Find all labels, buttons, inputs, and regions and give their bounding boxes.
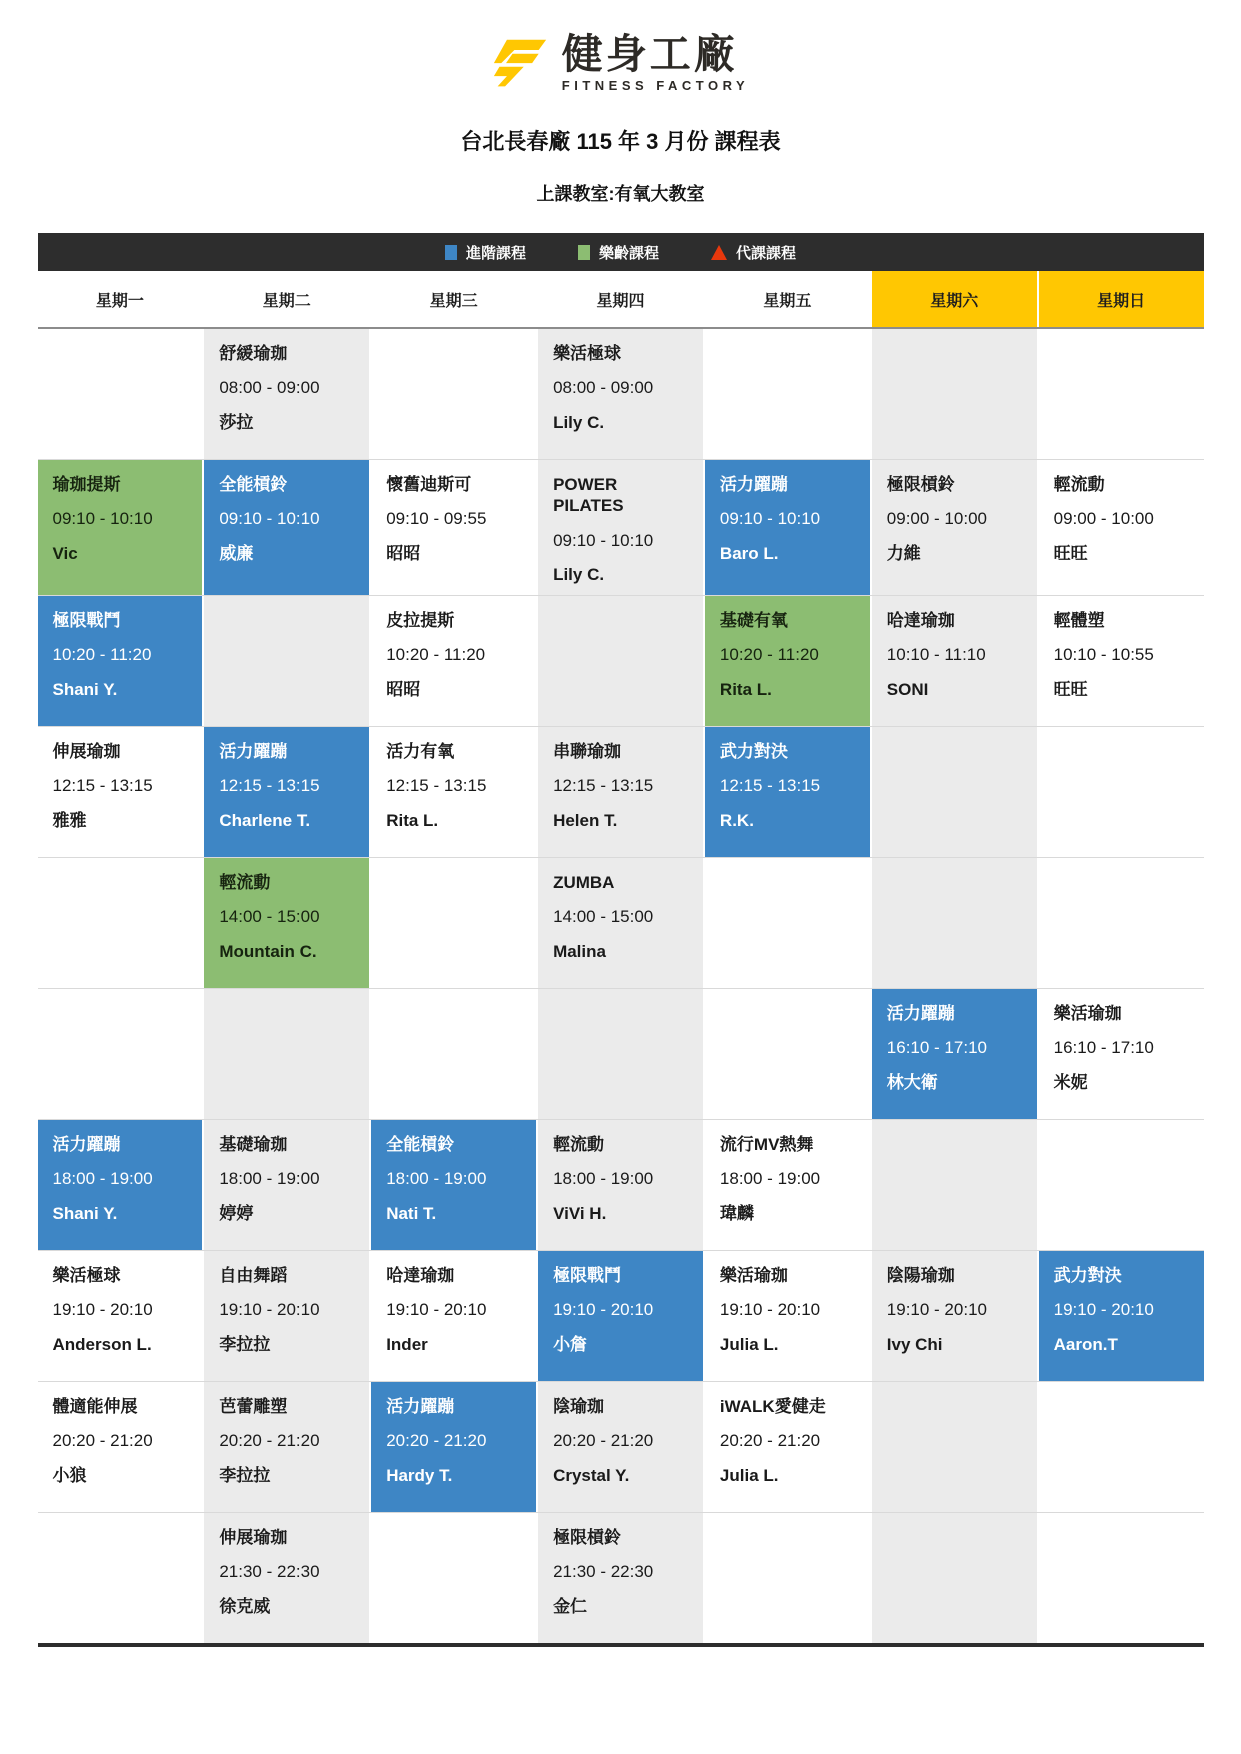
class-name: 活力躍蹦 <box>719 475 788 494</box>
class-time: 08:00 - 09:00 <box>553 378 654 398</box>
class-instructor: Aaron.T <box>1053 1334 1118 1354</box>
class-time: 20:20 - 21:20 <box>553 1431 654 1451</box>
class-cell <box>204 1120 369 1250</box>
class-name: 輕體塑 <box>1053 611 1105 630</box>
empty-cell <box>204 596 369 726</box>
empty-cell <box>538 989 703 1119</box>
class-time: 10:20 - 11:20 <box>52 645 152 665</box>
schedule-row <box>38 1120 1204 1251</box>
day-header-cell: 星期日 <box>1039 271 1204 327</box>
class-time: 18:00 - 19:00 <box>52 1169 153 1189</box>
legend-label: 進階課程 <box>465 244 526 262</box>
day-header-cell: 星期三 <box>429 292 478 310</box>
class-instructor: 米妮 <box>1053 1072 1088 1092</box>
legend-item-substitute <box>711 242 796 263</box>
class-time: 08:00 - 09:00 <box>219 378 320 398</box>
class-name: POWER PILATES <box>553 475 624 516</box>
class-instructor: Rita L. <box>386 810 439 830</box>
class-time: 09:10 - 09:55 <box>386 509 487 529</box>
class-instructor: 李拉拉 <box>219 1334 271 1354</box>
class-name: 伸展瑜珈 <box>52 742 121 761</box>
schedule-row <box>38 1382 1204 1513</box>
empty-cell <box>371 329 536 459</box>
class-name: 武力對決 <box>719 742 788 761</box>
class-time: 12:15 - 13:15 <box>219 776 320 796</box>
class-time: 12:15 - 13:15 <box>719 776 821 796</box>
class-name: 活力躍蹦 <box>886 1004 955 1023</box>
schedule-row <box>38 596 1204 727</box>
empty-cell <box>705 858 870 988</box>
class-cell <box>38 1251 203 1381</box>
class-cell <box>538 727 703 857</box>
class-name: 體適能伸展 <box>52 1397 138 1416</box>
class-name: ZUMBA <box>553 873 615 892</box>
class-time: 19:10 - 20:10 <box>1053 1300 1154 1320</box>
schedule-row <box>38 329 1204 460</box>
brand-logo <box>0 31 1241 93</box>
class-cell <box>538 1382 703 1512</box>
class-instructor: Lily C. <box>553 412 605 432</box>
day-header-cell: 星期二 <box>262 292 311 310</box>
class-instructor: 雅雅 <box>52 810 87 830</box>
class-instructor: 瑋麟 <box>719 1203 754 1223</box>
class-instructor: Rita L. <box>719 679 772 699</box>
class-instructor: Julia L. <box>719 1334 779 1354</box>
class-name: 哈達瑜珈 <box>886 611 955 630</box>
class-cell <box>538 329 703 459</box>
class-cell <box>872 989 1037 1119</box>
class-name: 懷舊迪斯可 <box>386 475 472 494</box>
class-cell <box>204 858 369 988</box>
class-time: 09:10 - 10:10 <box>219 509 320 529</box>
class-time: 20:20 - 21:20 <box>52 1431 153 1451</box>
class-instructor: Mountain C. <box>219 941 317 961</box>
day-header-cell: 星期五 <box>763 292 812 310</box>
class-cell <box>371 727 536 857</box>
empty-cell <box>371 858 536 988</box>
day-header-row <box>38 271 1204 329</box>
class-time: 12:15 - 13:15 <box>52 776 153 796</box>
class-cell <box>1039 460 1204 595</box>
empty-cell <box>872 1382 1037 1512</box>
day-header-cell: 星期一 <box>95 292 144 310</box>
class-time: 20:20 - 21:20 <box>386 1431 487 1451</box>
class-cell <box>371 460 536 595</box>
class-instructor: 小詹 <box>553 1334 588 1354</box>
empty-cell <box>705 329 870 459</box>
class-name: 流行MV熱舞 <box>719 1135 814 1154</box>
class-instructor: 昭昭 <box>386 679 421 699</box>
class-time: 14:00 - 15:00 <box>219 907 320 927</box>
class-instructor: SONI <box>886 679 929 699</box>
class-cell <box>204 460 369 595</box>
class-time: 18:00 - 19:00 <box>386 1169 487 1189</box>
empty-cell <box>705 1513 870 1643</box>
class-cell <box>1039 989 1204 1119</box>
substitute-swatch-icon <box>711 245 727 260</box>
class-instructor: 力維 <box>886 543 921 563</box>
schedule-row <box>38 989 1204 1120</box>
class-time: 09:10 - 10:10 <box>52 509 153 529</box>
empty-cell <box>1039 1120 1204 1250</box>
class-cell <box>1039 596 1204 726</box>
empty-cell <box>872 1120 1037 1250</box>
class-cell <box>371 1120 536 1250</box>
class-name: 陰陽瑜珈 <box>886 1266 955 1285</box>
page-title: 台北長春廠 115 年 3 月份 課程表 <box>460 129 781 154</box>
class-name: 極限槓鈴 <box>553 1528 622 1547</box>
class-instructor: Shani Y. <box>52 679 118 699</box>
class-name: 陰瑜珈 <box>553 1397 605 1416</box>
class-name: 自由舞蹈 <box>219 1266 288 1285</box>
advanced-swatch-icon <box>445 245 457 260</box>
class-time: 20:20 - 21:20 <box>219 1431 320 1451</box>
empty-cell <box>204 989 369 1119</box>
class-instructor: Vic <box>52 543 78 563</box>
empty-cell <box>38 1513 203 1643</box>
class-name: 全能槓鈴 <box>386 1135 455 1154</box>
class-name: 全能槓鈴 <box>219 475 288 494</box>
class-time: 09:10 - 10:10 <box>719 509 821 529</box>
empty-cell <box>1039 329 1204 459</box>
legend-label: 樂齡課程 <box>598 244 659 262</box>
class-name: 極限槓鈴 <box>886 475 955 494</box>
class-cell <box>371 1382 536 1512</box>
class-instructor: 莎拉 <box>219 412 254 432</box>
class-time: 20:20 - 21:20 <box>719 1431 821 1451</box>
class-cell <box>38 727 203 857</box>
schedule-row <box>38 1251 1204 1382</box>
class-time: 19:10 - 20:10 <box>219 1300 320 1320</box>
class-instructor: 李拉拉 <box>219 1465 271 1485</box>
class-time: 14:00 - 15:00 <box>553 907 654 927</box>
class-name: 皮拉提斯 <box>386 611 455 630</box>
class-time: 12:15 - 13:15 <box>553 776 654 796</box>
class-cell <box>872 460 1037 595</box>
class-time: 09:10 - 10:10 <box>553 530 654 550</box>
class-time: 21:30 - 22:30 <box>219 1562 320 1582</box>
class-name: 樂活瑜珈 <box>1053 1004 1122 1023</box>
class-cell <box>705 1382 870 1512</box>
schedule-table <box>38 233 1204 1647</box>
brand-name-en: FITNESS FACTORY <box>561 78 750 93</box>
class-cell <box>705 727 870 857</box>
class-time: 12:15 - 13:15 <box>386 776 487 796</box>
class-time: 18:00 - 19:00 <box>553 1169 654 1189</box>
class-instructor: Charlene T. <box>219 810 311 830</box>
class-instructor: R.K. <box>719 810 754 830</box>
class-instructor: Anderson L. <box>52 1334 152 1354</box>
class-name: 樂活極球 <box>553 344 622 363</box>
class-time: 19:10 - 20:10 <box>886 1300 987 1320</box>
class-name: 瑜珈提斯 <box>52 475 121 494</box>
class-name: 芭蕾雕塑 <box>219 1397 288 1416</box>
class-instructor: Julia L. <box>719 1465 779 1485</box>
legend-item-advanced <box>445 242 526 263</box>
class-instructor: Hardy T. <box>386 1465 453 1485</box>
class-time: 09:00 - 10:00 <box>1053 509 1154 529</box>
schedule-row <box>38 1513 1204 1643</box>
class-name: 武力對決 <box>1053 1266 1122 1285</box>
class-cell <box>538 460 703 595</box>
class-name: 活力躍蹦 <box>386 1397 455 1416</box>
schedule-row <box>38 727 1204 858</box>
class-instructor: Lily C. <box>553 564 605 584</box>
empty-cell <box>38 329 203 459</box>
class-instructor: 林大衛 <box>886 1072 938 1092</box>
class-time: 19:10 - 20:10 <box>386 1300 487 1320</box>
class-time: 18:00 - 19:00 <box>719 1169 821 1189</box>
day-header-cell: 星期六 <box>872 271 1037 327</box>
empty-cell <box>1039 858 1204 988</box>
empty-cell <box>538 596 703 726</box>
class-cell <box>705 460 870 595</box>
class-cell <box>538 1120 703 1250</box>
class-time: 16:10 - 17:10 <box>886 1038 987 1058</box>
class-time: 16:10 - 17:10 <box>1053 1038 1154 1058</box>
class-cell <box>371 596 536 726</box>
class-time: 10:10 - 10:55 <box>1053 645 1154 665</box>
senior-swatch-icon <box>578 245 590 260</box>
class-instructor: 婷婷 <box>219 1203 254 1223</box>
class-cell <box>204 1251 369 1381</box>
class-cell <box>538 1513 703 1643</box>
legend-item-senior <box>578 242 659 263</box>
empty-cell <box>705 989 870 1119</box>
class-name: 輕流動 <box>553 1135 605 1154</box>
class-cell <box>538 858 703 988</box>
class-cell <box>705 596 870 726</box>
class-name: iWALK愛健走 <box>719 1397 826 1416</box>
class-time: 10:10 - 11:10 <box>886 645 986 665</box>
class-cell <box>38 460 203 595</box>
empty-cell <box>371 989 536 1119</box>
empty-cell <box>872 329 1037 459</box>
class-instructor: Ivy Chi <box>886 1334 943 1354</box>
class-instructor: 旺旺 <box>1053 679 1088 699</box>
class-instructor: Malina <box>553 941 606 961</box>
class-cell <box>538 1251 703 1381</box>
brand-name-zh: 健身工廠 <box>561 31 738 77</box>
class-time: 10:20 - 11:20 <box>719 645 819 665</box>
class-instructor: 旺旺 <box>1053 543 1088 563</box>
schedule-row <box>38 858 1204 989</box>
empty-cell <box>1039 1513 1204 1643</box>
class-cell <box>371 1251 536 1381</box>
class-cell <box>1039 1251 1204 1381</box>
class-cell <box>204 727 369 857</box>
class-cell <box>872 596 1037 726</box>
class-name: 舒緩瑜珈 <box>219 344 288 363</box>
day-header-cell: 星期四 <box>596 292 645 310</box>
class-name: 伸展瑜珈 <box>219 1528 288 1547</box>
class-cell <box>204 1382 369 1512</box>
empty-cell <box>38 858 203 988</box>
class-name: 活力有氧 <box>386 742 455 761</box>
fitness-factory-logo-icon <box>492 39 548 89</box>
class-time: 19:10 - 20:10 <box>52 1300 153 1320</box>
class-instructor: Helen T. <box>553 810 618 830</box>
class-time: 19:10 - 20:10 <box>719 1300 821 1320</box>
class-time: 18:00 - 19:00 <box>219 1169 320 1189</box>
empty-cell <box>371 1513 536 1643</box>
class-cell <box>38 1120 203 1250</box>
class-instructor: Inder <box>386 1334 428 1354</box>
class-instructor: 金仁 <box>553 1596 588 1616</box>
class-instructor: 小狼 <box>52 1465 87 1485</box>
empty-cell <box>1039 727 1204 857</box>
class-name: 樂活瑜珈 <box>719 1266 788 1285</box>
legend-bar <box>38 233 1204 271</box>
class-time: 21:30 - 22:30 <box>553 1562 654 1582</box>
class-instructor: 威廉 <box>219 543 254 563</box>
class-instructor: 昭昭 <box>386 543 421 563</box>
class-name: 樂活極球 <box>52 1266 121 1285</box>
class-cell <box>38 1382 203 1512</box>
empty-cell <box>872 1513 1037 1643</box>
class-instructor: Baro L. <box>719 543 779 563</box>
class-name: 輕流動 <box>1053 475 1105 494</box>
class-time: 09:00 - 10:00 <box>886 509 987 529</box>
class-cell <box>705 1251 870 1381</box>
class-time: 10:20 - 11:20 <box>386 645 486 665</box>
class-name: 活力躍蹦 <box>52 1135 121 1154</box>
empty-cell <box>872 858 1037 988</box>
class-cell <box>872 1251 1037 1381</box>
class-instructor: ViVi H. <box>553 1203 607 1223</box>
empty-cell <box>872 727 1037 857</box>
class-cell <box>204 1513 369 1643</box>
class-instructor: Crystal Y. <box>553 1465 630 1485</box>
brand-text <box>561 31 750 93</box>
class-name: 極限戰鬥 <box>553 1266 622 1285</box>
empty-cell <box>38 989 203 1119</box>
class-instructor: Shani Y. <box>52 1203 118 1223</box>
class-cell <box>38 596 203 726</box>
legend-label: 代課課程 <box>736 244 797 262</box>
class-name: 活力躍蹦 <box>219 742 288 761</box>
class-name: 哈達瑜珈 <box>386 1266 455 1285</box>
class-cell <box>705 1120 870 1250</box>
class-name: 輕流動 <box>219 873 271 892</box>
class-time: 19:10 - 20:10 <box>553 1300 654 1320</box>
schedule-row <box>38 460 1204 596</box>
class-cell <box>204 329 369 459</box>
schedule-body <box>38 329 1204 1647</box>
classroom-subtitle: 上課教室:有氧大教室 <box>536 184 705 204</box>
class-name: 串聯瑜珈 <box>553 742 622 761</box>
class-instructor: 徐克威 <box>219 1596 271 1616</box>
class-instructor: Nati T. <box>386 1203 437 1223</box>
class-name: 基礎瑜珈 <box>219 1135 288 1154</box>
empty-cell <box>1039 1382 1204 1512</box>
class-name: 極限戰鬥 <box>52 611 121 630</box>
class-name: 基礎有氧 <box>719 611 788 630</box>
